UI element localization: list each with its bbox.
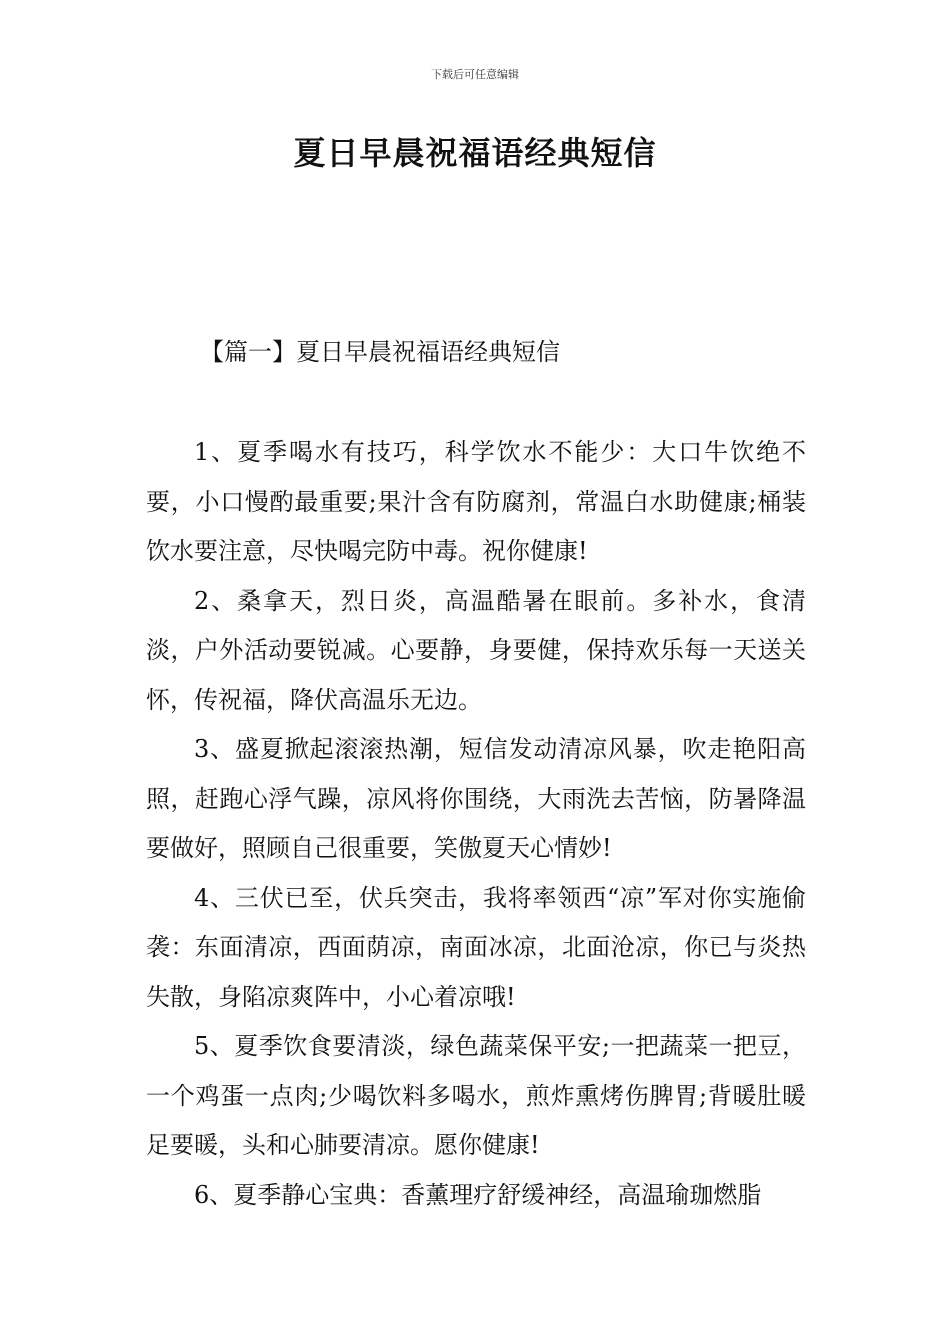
paragraph-3: 3、盛夏掀起滚滚热潮，短信发动清凉风暴，吹走艳阳高照，赶跑心浮气躁，凉风将你围绕，大雨洗去苦恼，防暑降温要做好，照顾自己很重要，笑傲夏天心情妙!	[146, 735, 806, 862]
paragraph-6: 6、夏季静心宝典：香薰理疗舒缓神经，高温瑜珈燃脂	[194, 1180, 762, 1209]
document-body	[146, 428, 806, 1220]
section-heading: 【篇一】夏日早晨祝福语经典短信	[200, 338, 560, 366]
document-title: 夏日早晨祝福语经典短信	[293, 134, 657, 172]
header-note: 下载后可任意编辑	[431, 68, 519, 81]
paragraph-1: 1、夏季喝水有技巧，科学饮水不能少：大口牛饮绝不要，小口慢酌最重要;果汁含有防腐剂，常温白水助健康;桶装饮水要注意，尽快喝完防中毒。祝你健康!	[146, 438, 806, 565]
paragraph-5: 5、夏季饮食要清淡，绿色蔬菜保平安;一把蔬菜一把豆，一个鸡蛋一点肉;少喝饮料多喝水，煎炸熏烤伤脾胃;背暖肚暖足要暖，头和心肺要清凉。愿你健康!	[146, 1032, 806, 1159]
paragraph-2: 2、桑拿天，烈日炎，高温酷暑在眼前。多补水，食清淡，户外活动要锐减。心要静，身要健，保持欢乐每一天送关怀，传祝福，降伏高温乐无边。	[146, 586, 806, 714]
paragraph-4: 4、三伏已至，伏兵突击，我将率领西“凉”军对你实施偷袭：东面清凉，西面荫凉，南面冰凉，北面沧凉，你已与炎热失散，身陷凉爽阵中，小心着凉哦!	[146, 883, 806, 1011]
